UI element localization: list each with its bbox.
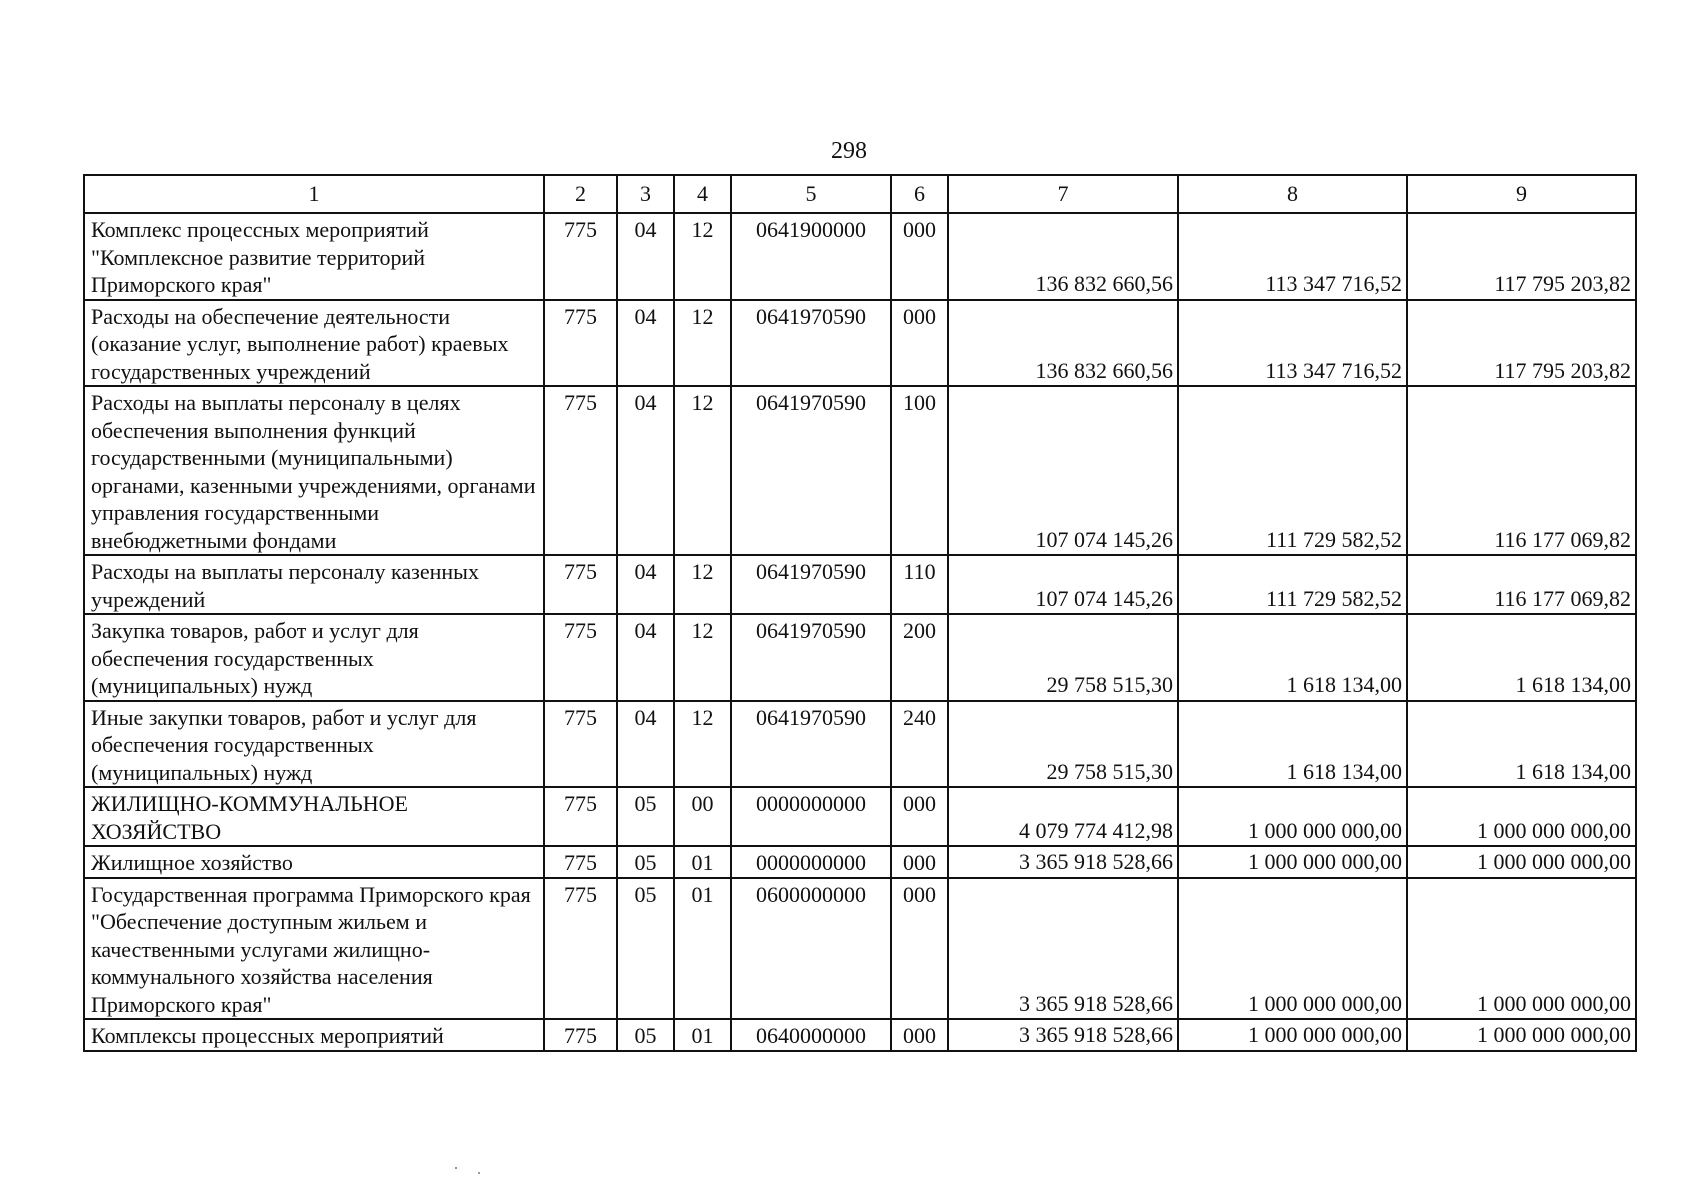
code-ved: 775: [544, 386, 617, 555]
code-target: 0640000000: [731, 1019, 891, 1051]
code-section: 05: [617, 787, 674, 846]
table-row: [84, 1019, 1636, 1051]
column-header: 1: [84, 175, 544, 213]
amount-col9: 1 000 000 000,00: [1407, 1019, 1636, 1051]
code-subsection: 12: [674, 386, 731, 555]
amount-col9: 1 000 000 000,00: [1407, 878, 1636, 1020]
code-subsection: 01: [674, 878, 731, 1020]
code-expense-type: 000: [891, 846, 948, 878]
table-row: [84, 300, 1636, 387]
code-target: 0600000000: [731, 878, 891, 1020]
table-row: [84, 701, 1636, 788]
amount-col7: 3 365 918 528,66: [948, 1019, 1178, 1051]
row-name: Комплекс процессных мероприятий "Комплексное развитие территорий Приморского края": [84, 213, 544, 300]
code-expense-type: 100: [891, 386, 948, 555]
amount-col7: 3 365 918 528,66: [948, 878, 1178, 1020]
amount-col8: 1 618 134,00: [1178, 614, 1407, 701]
code-target: 0641970590: [731, 701, 891, 788]
code-expense-type: 000: [891, 1019, 948, 1051]
code-subsection: 12: [674, 701, 731, 788]
amount-col8: 1 618 134,00: [1178, 701, 1407, 788]
amount-col8: 111 729 582,52: [1178, 555, 1407, 614]
amount-col9: 117 795 203,82: [1407, 300, 1636, 387]
code-target: 0641970590: [731, 300, 891, 387]
amount-col7: 136 832 660,56: [948, 213, 1178, 300]
column-header: 4: [674, 175, 731, 213]
code-section: 04: [617, 386, 674, 555]
row-name: Расходы на обеспечение деятельности (оказание услуг, выполнение работ) краевых государственных учреждений: [84, 300, 544, 387]
code-subsection: 12: [674, 213, 731, 300]
code-section: 05: [617, 1019, 674, 1051]
code-expense-type: 200: [891, 614, 948, 701]
amount-col7: 107 074 145,26: [948, 386, 1178, 555]
table-row: [84, 213, 1636, 300]
code-expense-type: 000: [891, 878, 948, 1020]
code-section: 04: [617, 213, 674, 300]
amount-col7: 29 758 515,30: [948, 701, 1178, 788]
code-expense-type: 000: [891, 787, 948, 846]
amount-col7: 29 758 515,30: [948, 614, 1178, 701]
scan-speck: [455, 1167, 457, 1169]
code-ved: 775: [544, 701, 617, 788]
code-ved: 775: [544, 555, 617, 614]
amount-col7: 136 832 660,56: [948, 300, 1178, 387]
code-subsection: 01: [674, 1019, 731, 1051]
amount-col8: 1 000 000 000,00: [1178, 787, 1407, 846]
column-header: 5: [731, 175, 891, 213]
amount-col9: 1 000 000 000,00: [1407, 846, 1636, 878]
code-expense-type: 000: [891, 213, 948, 300]
amount-col8: 113 347 716,52: [1178, 300, 1407, 387]
amount-col9: 1 000 000 000,00: [1407, 787, 1636, 846]
code-expense-type: 000: [891, 300, 948, 387]
column-header: 6: [891, 175, 948, 213]
row-name: Расходы на выплаты персоналу казенных учреждений: [84, 555, 544, 614]
amount-col8: 113 347 716,52: [1178, 213, 1407, 300]
code-target: 0641970590: [731, 555, 891, 614]
amount-col8: 1 000 000 000,00: [1178, 846, 1407, 878]
page-number: 298: [831, 138, 867, 164]
code-ved: 775: [544, 213, 617, 300]
table-row: [84, 386, 1636, 555]
code-ved: 775: [544, 846, 617, 878]
table-row: [84, 614, 1636, 701]
code-subsection: 01: [674, 846, 731, 878]
scan-speck: [478, 1172, 480, 1174]
column-header: 3: [617, 175, 674, 213]
column-header: 8: [1178, 175, 1407, 213]
code-section: 04: [617, 555, 674, 614]
code-ved: 775: [544, 878, 617, 1020]
table-row: [84, 555, 1636, 614]
code-section: 05: [617, 878, 674, 1020]
code-ved: 775: [544, 787, 617, 846]
column-header: 7: [948, 175, 1178, 213]
code-ved: 775: [544, 1019, 617, 1051]
column-header: 2: [544, 175, 617, 213]
amount-col9: 1 618 134,00: [1407, 614, 1636, 701]
code-subsection: 12: [674, 614, 731, 701]
row-name: Закупка товаров, работ и услуг для обеспечения государственных (муниципальных) нужд: [84, 614, 544, 701]
table-row: [84, 878, 1636, 1020]
amount-col9: 117 795 203,82: [1407, 213, 1636, 300]
amount-col8: 1 000 000 000,00: [1178, 878, 1407, 1020]
header-row: [84, 175, 1636, 213]
code-section: 04: [617, 614, 674, 701]
code-target: 0000000000: [731, 787, 891, 846]
code-section: 05: [617, 846, 674, 878]
row-name: Комплексы процессных мероприятий: [84, 1019, 544, 1051]
code-target: 0641970590: [731, 614, 891, 701]
code-target: 0641900000: [731, 213, 891, 300]
code-expense-type: 110: [891, 555, 948, 614]
amount-col8: 111 729 582,52: [1178, 386, 1407, 555]
row-name: Жилищное хозяйство: [84, 846, 544, 878]
table-row: [84, 787, 1636, 846]
code-expense-type: 240: [891, 701, 948, 788]
amount-col9: 116 177 069,82: [1407, 555, 1636, 614]
amount-col8: 1 000 000 000,00: [1178, 1019, 1407, 1051]
table-row: [84, 846, 1636, 878]
code-ved: 775: [544, 300, 617, 387]
column-header: 9: [1407, 175, 1636, 213]
code-section: 04: [617, 300, 674, 387]
amount-col9: 1 618 134,00: [1407, 701, 1636, 788]
code-subsection: 00: [674, 787, 731, 846]
code-subsection: 12: [674, 555, 731, 614]
budget-table: [83, 174, 1637, 1052]
code-subsection: 12: [674, 300, 731, 387]
amount-col7: 4 079 774 412,98: [948, 787, 1178, 846]
code-target: 0000000000: [731, 846, 891, 878]
row-name: Иные закупки товаров, работ и услуг для обеспечения государственных (муниципальных) нужд: [84, 701, 544, 788]
row-name: ЖИЛИЩНО-КОММУНАЛЬНОЕ ХОЗЯЙСТВО: [84, 787, 544, 846]
row-name: Государственная программа Приморского края "Обеспечение доступным жильем и качественными услугами жилищно-коммунального хозяйства населения Приморского края": [84, 878, 544, 1020]
code-section: 04: [617, 701, 674, 788]
amount-col7: 3 365 918 528,66: [948, 846, 1178, 878]
code-ved: 775: [544, 614, 617, 701]
row-name: Расходы на выплаты персоналу в целях обеспечения выполнения функций государственными (муниципальными) органами, казенными учреждениями, органами управления государственными внебюджетными фондами: [84, 386, 544, 555]
code-target: 0641970590: [731, 386, 891, 555]
amount-col9: 116 177 069,82: [1407, 386, 1636, 555]
amount-col7: 107 074 145,26: [948, 555, 1178, 614]
